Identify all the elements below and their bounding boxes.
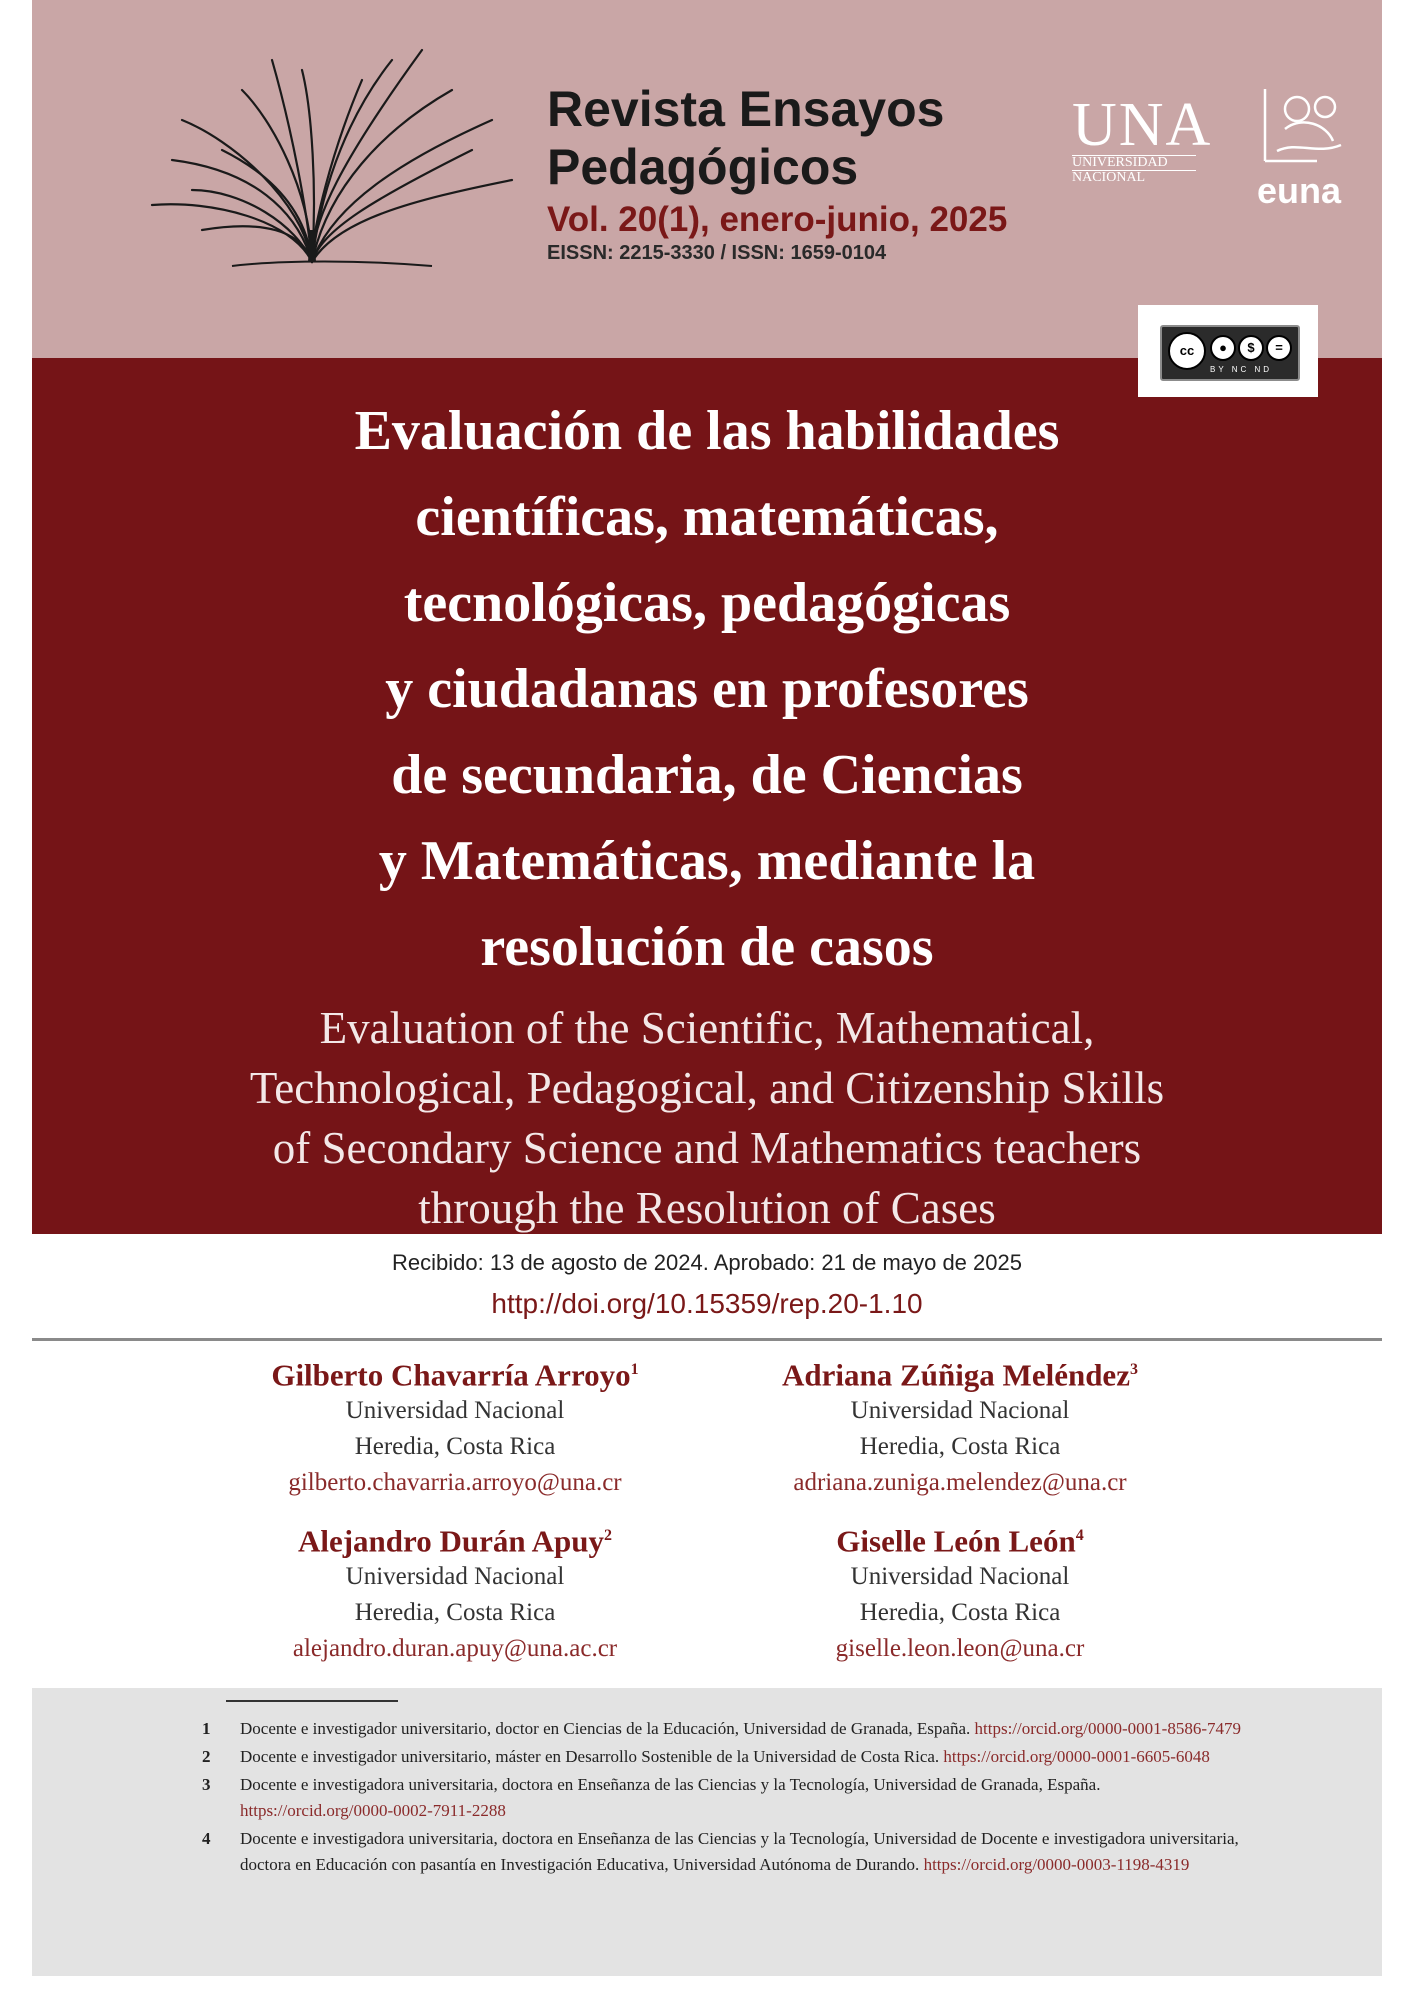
title-en-line: Technological, Pedagogical, and Citizenship Skills	[249, 1063, 1165, 1113]
journal-name-line1: Revista Ensayos	[547, 81, 945, 137]
euna-logo	[1257, 85, 1357, 215]
cc-license-box[interactable]	[1138, 305, 1318, 397]
footnote	[202, 1744, 1242, 1770]
una-logo-sub2: NACIONAL	[1072, 170, 1196, 185]
author-name: Gilberto Chavarría Arroyo$^1$	[271, 1357, 639, 1393]
footnote	[202, 1716, 1242, 1742]
title-es-line: tecnológicas, pedagógicas	[403, 572, 1011, 634]
journal-issn: EISSN: 2215-3330 / ISSN: 1659-0104	[547, 242, 887, 264]
title-es-line: y ciudadanas en profesores	[385, 658, 1029, 720]
author-institution: Universidad Nacional	[850, 1397, 1070, 1425]
author-email[interactable]: alejandro.duran.apuy@una.ac.cr	[292, 1635, 618, 1663]
cc-icon: cc	[1168, 332, 1206, 370]
title-spanish	[207, 358, 1207, 990]
doi-link[interactable]: http://doi.org/10.15359/rep.20-1.10	[491, 1288, 923, 1319]
footnote-number: 2	[202, 1747, 211, 1766]
cc-license-badge[interactable]	[1160, 325, 1300, 381]
una-logo-sub1: UNIVERSIDAD	[1072, 155, 1196, 170]
received-approved-dates: Recibido: 13 de agosto de 2024. Aprobado: 21 de mayo de 2025	[392, 1250, 1022, 1275]
by-icon: ●	[1210, 335, 1236, 361]
author-name: Adriana Zúñiga Meléndez$^3$	[782, 1357, 1138, 1393]
divider	[32, 1338, 1382, 1341]
author-name: Alejandro Durán Apuy$^2$	[297, 1523, 613, 1559]
una-logo	[1072, 91, 1222, 205]
footnote-rule	[226, 1700, 398, 1702]
nd-icon: =	[1266, 335, 1292, 361]
title-band	[32, 358, 1382, 1234]
una-logo-text: UNA	[1072, 91, 1213, 159]
title-es-line: Evaluación de las habilidades	[354, 400, 1060, 462]
author-location: Heredia, Costa Rica	[354, 1433, 556, 1461]
footnotes-section	[32, 1688, 1382, 1976]
title-en-line: of Secondary Science and Mathematics teachers	[272, 1123, 1142, 1173]
author-institution: Universidad Nacional	[345, 1397, 565, 1425]
footnote	[202, 1826, 1242, 1878]
footnote-number: 1	[202, 1719, 211, 1738]
journal-info	[547, 80, 1007, 265]
footnote-number: 3	[202, 1775, 211, 1794]
title-es-line: y Matemáticas, mediante la	[378, 830, 1036, 892]
author-email[interactable]: adriana.zuniga.melendez@una.cr	[793, 1469, 1127, 1497]
cc-license-tags: BY NC ND	[1210, 365, 1273, 374]
title-en-line: Evaluation of the Scientific, Mathematical,	[319, 1003, 1095, 1053]
author-block	[175, 1518, 735, 1667]
journal-volume: Vol. 20(1), enero-junio, 2025	[547, 200, 1008, 239]
author-institution: Universidad Nacional	[345, 1563, 565, 1591]
title-es-line: resolución de casos	[480, 916, 934, 978]
orcid-link[interactable]: https://orcid.org/0000-0001-6605-6048	[943, 1747, 1210, 1766]
euna-logo-text: euna	[1257, 170, 1342, 211]
footnote	[202, 1772, 1242, 1824]
footnote-number: 4	[202, 1829, 211, 1848]
author-institution: Universidad Nacional	[850, 1563, 1070, 1591]
author-name: Giselle León León$^4$	[836, 1523, 1084, 1559]
footnote-body: Docente e investigadora universitaria, doctora en Enseñanza de las Ciencias y la Tecnología, Universidad de Granada, España. https://orcid.org/0000-0002-7911-2288	[240, 1775, 1101, 1820]
title-en-line: through the Resolution of Cases	[418, 1183, 996, 1233]
author-location: Heredia, Costa Rica	[859, 1433, 1061, 1461]
author-email[interactable]: gilberto.chavarria.arroyo@una.cr	[288, 1469, 622, 1497]
orcid-link[interactable]: https://orcid.org/0000-0003-1198-4319	[923, 1855, 1190, 1874]
footnote-body: Docente e investigadora universitaria, doctora en Enseñanza de las Ciencias y la Tecnología, Universidad de Docente e investigadora universitaria, doctora en Educación con pasantía en Investigación Educativa, Universidad Autónoma de Durando. https://orcid.org/0000-0003-1198-4319	[240, 1829, 1239, 1874]
orcid-link[interactable]: https://orcid.org/0000-0002-7911-2288	[240, 1801, 506, 1820]
journal-name-line2: Pedagógicos	[547, 139, 859, 195]
author-block	[680, 1518, 1240, 1667]
footnote-body: Docente e investigador universitario, máster en Desarrollo Sostenible de la Universidad de Costa Rica. https://orcid.org/0000-0001-6605-6048	[240, 1747, 1210, 1766]
euna-emblem-icon	[1257, 85, 1357, 165]
title-es-line: científicas, matemáticas,	[415, 486, 999, 548]
title-es-line: de secundaria, de Ciencias	[391, 744, 1023, 806]
title-english	[177, 998, 1237, 1238]
footnotes-list	[202, 1716, 1242, 1880]
author-location: Heredia, Costa Rica	[859, 1599, 1061, 1627]
author-location: Heredia, Costa Rica	[354, 1599, 556, 1627]
orcid-link[interactable]: https://orcid.org/0000-0001-8586-7479	[974, 1719, 1241, 1738]
footnote-body: Docente e investigador universitario, doctor en Ciencias de la Educación, Universidad de Granada, España. https://orcid.org/0000-0001-8586-7479	[240, 1719, 1241, 1738]
author-block	[175, 1352, 735, 1501]
tree-logo-icon	[112, 30, 572, 300]
author-email[interactable]: giselle.leon.leon@una.cr	[835, 1635, 1085, 1663]
nc-icon: $	[1238, 335, 1264, 361]
author-block	[680, 1352, 1240, 1501]
